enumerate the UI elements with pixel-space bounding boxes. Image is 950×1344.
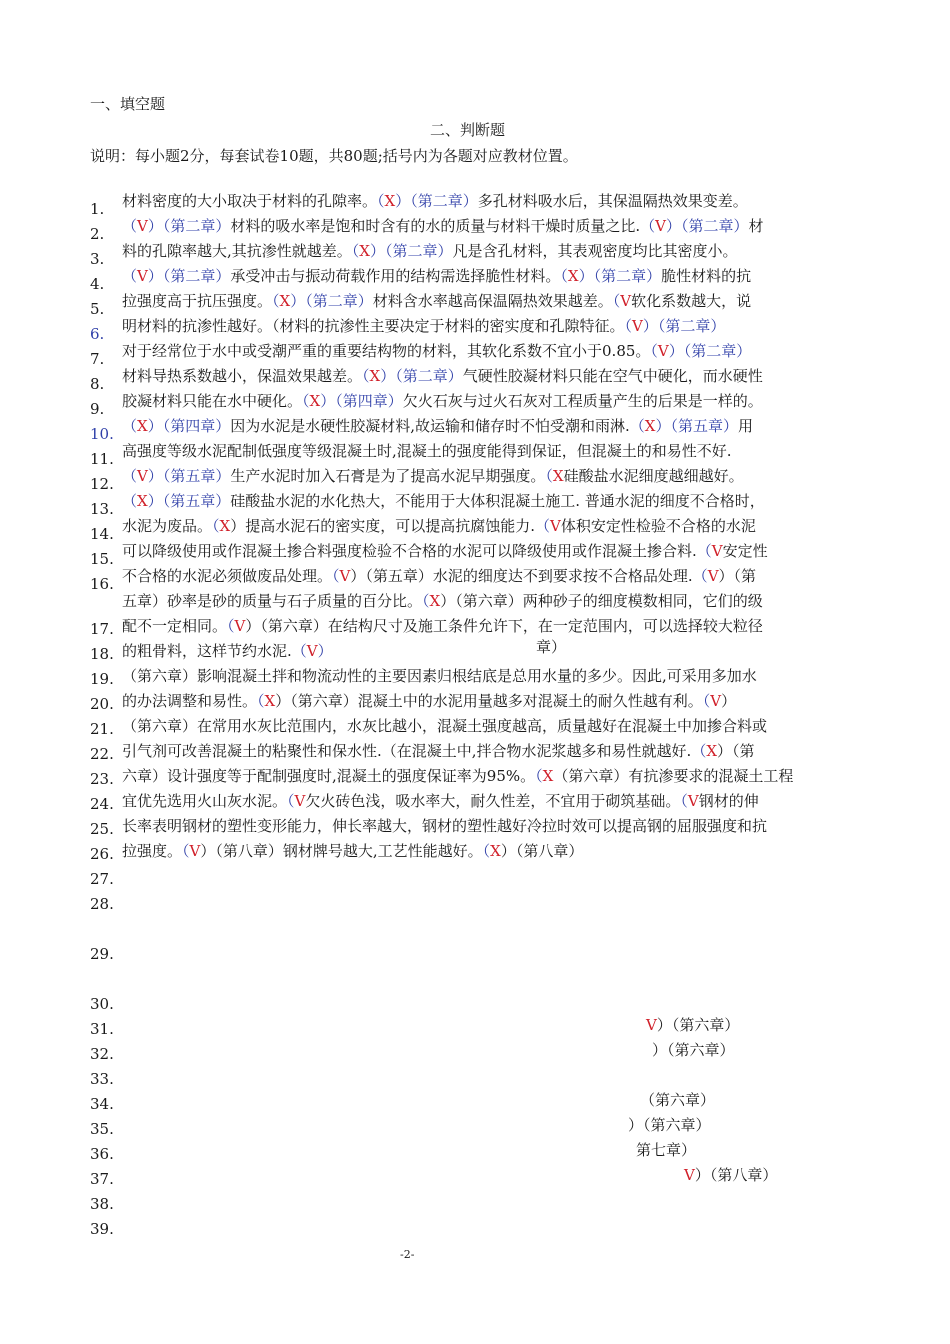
question-number: 22.: [90, 745, 114, 763]
text-segment: 钢材的伸: [698, 792, 759, 810]
text-segment: ）（第: [718, 567, 757, 585]
text-segment: V: [550, 517, 561, 535]
question-number: 31.: [90, 1020, 114, 1038]
text-segment: （: [227, 617, 235, 635]
question-number: 33.: [90, 1070, 114, 1088]
question-number: 27.: [90, 870, 114, 888]
text-segment: 承受冲击与振动荷载作用的结构需选择脆性材料。: [230, 267, 561, 285]
text-segment: 安定性: [722, 542, 768, 560]
text-segment: （: [122, 492, 138, 510]
question-number: 5.: [90, 300, 105, 318]
text-segment: 五章）砂率是砂的质量与石子质量的百分比。: [122, 592, 423, 610]
text-line: [122, 365, 862, 386]
text-segment: （: [122, 217, 138, 235]
question-number: 39.: [90, 1220, 114, 1238]
question-number: 24.: [90, 795, 114, 813]
text-segment: ）（第二章）: [380, 367, 463, 385]
text-segment: （: [696, 542, 712, 560]
text-segment: X: [542, 767, 554, 785]
question-number: 4.: [90, 275, 105, 293]
text-segment: 胶凝材料只能在水中硬化。: [122, 392, 303, 410]
text-segment: X: [490, 842, 501, 860]
question-number: 2.: [90, 225, 105, 243]
text-segment: （: [377, 192, 385, 210]
text-segment: 可以降级使用或作混凝土掺合料强度检验不合格的水泥可以降级使用或作混凝土掺合料.: [122, 542, 697, 560]
question-number: 32.: [90, 1045, 114, 1063]
text-segment: X: [137, 492, 148, 510]
text-line: [122, 590, 862, 611]
text-line: [122, 515, 862, 536]
text-line: [122, 815, 862, 836]
text-segment: X: [219, 517, 231, 535]
text-segment: V: [620, 292, 632, 310]
overlay-text-1: 章）: [536, 638, 567, 656]
text-segment: 拉强度。: [122, 842, 183, 860]
text-segment: 引气剂可改善混凝土的粘聚性和保水性.（在混凝土中,拌合物水泥浆越多和易性就越好.: [122, 742, 692, 760]
overlay-text-6: 第七章）: [636, 1141, 697, 1159]
text-segment: 用: [737, 417, 753, 435]
overlay-text-4: （第六章）: [640, 1091, 716, 1109]
text-segment: ）（第五章）: [655, 417, 738, 435]
section-title-fill-blank: 一、填空题: [90, 95, 166, 113]
text-segment: 软化系数越大，说: [631, 292, 752, 310]
text-segment: V: [711, 542, 723, 560]
text-segment: ）（第六章）在结构尺寸及施工条件允许下，在一定范围内，可以选择较大粒径: [245, 617, 763, 635]
text-segment: X: [384, 192, 396, 210]
text-segment: （第六章）在常用水灰比范围内，水灰比越小，混凝土强度越高，质量越好在混凝土中加掺合料或: [122, 717, 768, 735]
text-segment: 体积安定性检验不合格的水泥: [560, 517, 756, 535]
text-segment: 欠火石灰与过火石灰对工程质量产生的后果是一样的。: [402, 392, 763, 410]
text-line: [122, 265, 862, 286]
text-segment: X: [644, 417, 656, 435]
question-number: 1.: [90, 200, 105, 218]
text-segment: ）（第六章）两种砂子的细度模数相同，它们的级: [440, 592, 763, 610]
text-segment: （: [302, 392, 310, 410]
text-segment: V: [306, 642, 318, 660]
text-segment: V: [339, 567, 351, 585]
text-segment: V: [707, 567, 719, 585]
text-segment: （: [362, 367, 370, 385]
text-segment: 材料含水率越高保温隔热效果越差。: [372, 292, 613, 310]
text-segment: ）（第二章）: [290, 292, 373, 310]
text-segment: ）（第八章）钢材牌号越大,工艺性能越好。: [200, 842, 483, 860]
text-segment: ）（第: [717, 742, 755, 760]
text-line: [122, 765, 862, 786]
page-number: -2-: [400, 1248, 415, 1261]
text-segment: 长率表明钢材的塑性变形能力，伸长率越大，钢材的塑性越好冷拉时效可以提高钢的屈服强度和抗: [122, 817, 768, 835]
text-line: [122, 440, 862, 461]
text-segment: （: [122, 267, 138, 285]
question-number: 11.: [90, 450, 114, 468]
text-segment: 配不一定相同。: [122, 617, 228, 635]
text-segment: ）（第二章）: [666, 217, 749, 235]
question-number: 15.: [90, 550, 114, 568]
question-number: 7.: [90, 350, 105, 368]
text-segment: V: [687, 792, 699, 810]
text-line: [122, 465, 862, 486]
overlay-text-2: V）（第六章）: [646, 1016, 740, 1034]
text-segment: ）（第二章）: [642, 317, 726, 335]
question-number: 23.: [90, 770, 114, 788]
text-segment: V: [655, 217, 667, 235]
text-segment: 材料导热系数越小，保温效果越差。: [122, 367, 363, 385]
text-line: [122, 740, 862, 761]
text-segment: V: [657, 342, 669, 360]
question-number: 14.: [90, 525, 114, 543]
text-segment: 料的孔隙率越大,其抗渗性就越差。: [122, 242, 352, 260]
text-segment: X: [137, 417, 148, 435]
text-line: [122, 240, 862, 261]
overlay-text-3: ）（第六章）: [652, 1041, 735, 1059]
text-segment: （: [182, 842, 190, 860]
question-number: 37.: [90, 1170, 114, 1188]
question-number: 13.: [90, 500, 114, 518]
overlay-text-7: V）（第八章）: [684, 1166, 778, 1184]
text-segment: 硅酸盐水泥细度越细越好。: [563, 467, 744, 485]
text-segment: ）提高水泥石的密实度，可以提高抗腐蚀能力.: [230, 517, 535, 535]
question-number: 18.: [90, 645, 114, 663]
text-segment: X: [369, 367, 381, 385]
text-segment: 宜优先选用火山灰水泥。: [122, 792, 288, 810]
text-line: [122, 215, 862, 236]
text-segment: 水泥的细度达不到要求按不合格品处理.: [432, 567, 693, 585]
text-segment: 水泥为废品。: [122, 517, 213, 535]
text-segment: ）（第八章）: [500, 842, 584, 860]
text-segment: （: [287, 792, 295, 810]
text-segment: （: [650, 342, 658, 360]
text-segment: 对于经常位于水中或受潮严重的重要结构物的材料，其软化系数不宜小于0.85。: [122, 342, 651, 360]
question-number: 8.: [90, 375, 105, 393]
text-segment: ）（第二章）: [578, 267, 662, 285]
text-segment: （第六章）影响混凝土拌和物流动性的主要因素归根结底是总用水量的多少。因此,可采用多加水: [122, 667, 757, 685]
text-segment: 凡是含孔材料，其表观密度均比其密度小。: [452, 242, 738, 260]
text-line: [122, 490, 862, 511]
text-segment: ）: [317, 642, 333, 660]
text-segment: V: [632, 317, 643, 335]
text-segment: V: [137, 267, 148, 285]
question-number: 10.: [90, 425, 114, 443]
question-number: 30.: [90, 995, 114, 1013]
text-segment: 生产水泥时加入石膏是为了提高水泥早期强度。: [230, 467, 546, 485]
question-number: 21.: [90, 720, 114, 738]
text-segment: （: [535, 767, 543, 785]
text-segment: （: [612, 292, 621, 310]
text-segment: （: [422, 592, 430, 610]
text-segment: （: [629, 417, 645, 435]
text-segment: ）（第四章）: [320, 392, 403, 410]
text-line: [122, 415, 862, 436]
text-segment: （: [535, 517, 551, 535]
question-number: 26.: [90, 845, 114, 863]
text-segment: X: [264, 692, 276, 710]
text-segment: ）（第五章）: [147, 467, 231, 485]
text-line: [122, 715, 862, 736]
text-line: [122, 840, 862, 861]
text-segment: ）（第四章）: [147, 417, 231, 435]
question-number: 25.: [90, 820, 114, 838]
text-segment: ）（第二章）: [147, 217, 231, 235]
question-number: 28.: [90, 895, 114, 913]
text-line: [122, 790, 862, 811]
text-segment: 的粗骨料，这样节约水泥.: [122, 642, 292, 660]
overlay-text-5: ）（第六章）: [628, 1116, 711, 1134]
text-line: [122, 290, 862, 311]
question-number: 20.: [90, 695, 114, 713]
text-segment: 多孔材料吸水后，其保温隔热效果变差。: [477, 192, 748, 210]
text-segment: （: [691, 742, 707, 760]
text-segment: （: [291, 642, 307, 660]
text-segment: （: [351, 242, 360, 260]
text-segment: （: [257, 692, 265, 710]
question-number: 6.: [90, 325, 105, 343]
question-number: 38.: [90, 1195, 114, 1213]
text-segment: 拉强度高于抗压强度。: [122, 292, 273, 310]
text-segment: 的办法调整和易性。: [122, 692, 258, 710]
text-line: [122, 565, 862, 586]
text-segment: ）（第五章）: [147, 492, 231, 510]
text-line: [122, 690, 862, 711]
text-segment: （第六章）有抗渗要求的混凝土工程: [553, 767, 794, 785]
text-segment: V: [137, 217, 148, 235]
text-segment: （: [122, 417, 138, 435]
question-number: 17.: [90, 620, 114, 638]
text-segment: V: [710, 692, 722, 710]
text-segment: 六章）设计强度等于配制强度时,混凝土的强度保证率为95%。: [122, 767, 536, 785]
text-segment: ）（第六章）混凝土中的水泥用量越多对混凝土的耐久性越有利。: [275, 692, 703, 710]
text-segment: 因为水泥是水硬性胶凝材料,故运输和储存时不怕受潮和雨淋.: [230, 417, 630, 435]
text-line: [122, 540, 862, 561]
text-segment: 气硬性胶凝材料只能在空气中硬化，而水硬性: [462, 367, 763, 385]
text-line: [122, 315, 862, 336]
text-segment: 材料密度的大小取决于材料的孔隙率。: [122, 192, 378, 210]
text-segment: （: [332, 567, 340, 585]
text-segment: 欠火砖色浅，吸水率大，耐久性差，不宜用于砌筑基础。: [305, 792, 681, 810]
text-segment: ）（第二章）: [395, 192, 478, 210]
text-segment: ）（第二章）: [369, 242, 453, 260]
text-segment: （: [212, 517, 220, 535]
section-title-true-false: 二、判断题: [430, 121, 506, 139]
text-segment: 材: [748, 217, 764, 235]
text-line: [122, 665, 862, 686]
question-number: 9.: [90, 400, 105, 418]
text-segment: ）: [721, 692, 737, 710]
text-segment: 高强度等级水泥配制低强度等级混凝土时,混凝土的强度能得到保证，但混凝土的和易性不好.: [122, 442, 732, 460]
instructions-note: 说明：每小题2分，每套试卷10题，共80题;括号内为各题对应教材位置。: [90, 147, 578, 165]
text-segment: V: [189, 842, 201, 860]
text-line: [122, 615, 862, 636]
text-segment: （: [560, 267, 568, 285]
text-line: [122, 190, 862, 211]
text-segment: 明材料的抗渗性越好。（材料的抗渗性主要决定于材料的密实度和孔隙特征。: [122, 317, 625, 335]
text-segment: X: [309, 392, 321, 410]
text-segment: ）（第二章）: [147, 267, 231, 285]
text-segment: （: [122, 467, 138, 485]
text-segment: （: [702, 692, 711, 710]
text-segment: （: [545, 467, 553, 485]
text-segment: （: [692, 567, 708, 585]
text-segment: X: [429, 592, 441, 610]
text-segment: 不合格的水泥必须做废品处理。: [122, 567, 333, 585]
text-segment: 脆性材料的抗: [661, 267, 752, 285]
text-segment: （: [272, 292, 280, 310]
text-segment: 材料的吸水率是饱和时含有的水的质量与材料干燥时质量之比.: [230, 217, 641, 235]
question-number: 3.: [90, 250, 105, 268]
text-segment: X: [552, 467, 564, 485]
text-segment: ）（第五章）: [350, 567, 433, 585]
question-number: 36.: [90, 1145, 114, 1163]
question-number: 34.: [90, 1095, 114, 1113]
text-segment: V: [137, 467, 148, 485]
question-number: 29.: [90, 945, 114, 963]
text-segment: （: [624, 317, 633, 335]
question-number: 12.: [90, 475, 114, 493]
text-line: [122, 390, 862, 411]
text-segment: X: [567, 267, 579, 285]
text-line: [122, 640, 862, 661]
text-segment: ）（第二章）: [668, 342, 752, 360]
text-segment: （: [640, 217, 656, 235]
question-number: 16.: [90, 575, 114, 593]
text-segment: （: [482, 842, 491, 860]
text-segment: （: [680, 792, 688, 810]
text-segment: X: [359, 242, 370, 260]
question-number: 19.: [90, 670, 114, 688]
text-segment: V: [234, 617, 246, 635]
text-segment: V: [294, 792, 306, 810]
question-number: 35.: [90, 1120, 114, 1138]
text-segment: X: [706, 742, 718, 760]
text-segment: X: [279, 292, 291, 310]
text-line: [122, 340, 862, 361]
text-segment: 硅酸盐水泥的水化热大，不能用于大体积混凝土施工. 普通水泥的细度不合格时，: [230, 492, 765, 510]
